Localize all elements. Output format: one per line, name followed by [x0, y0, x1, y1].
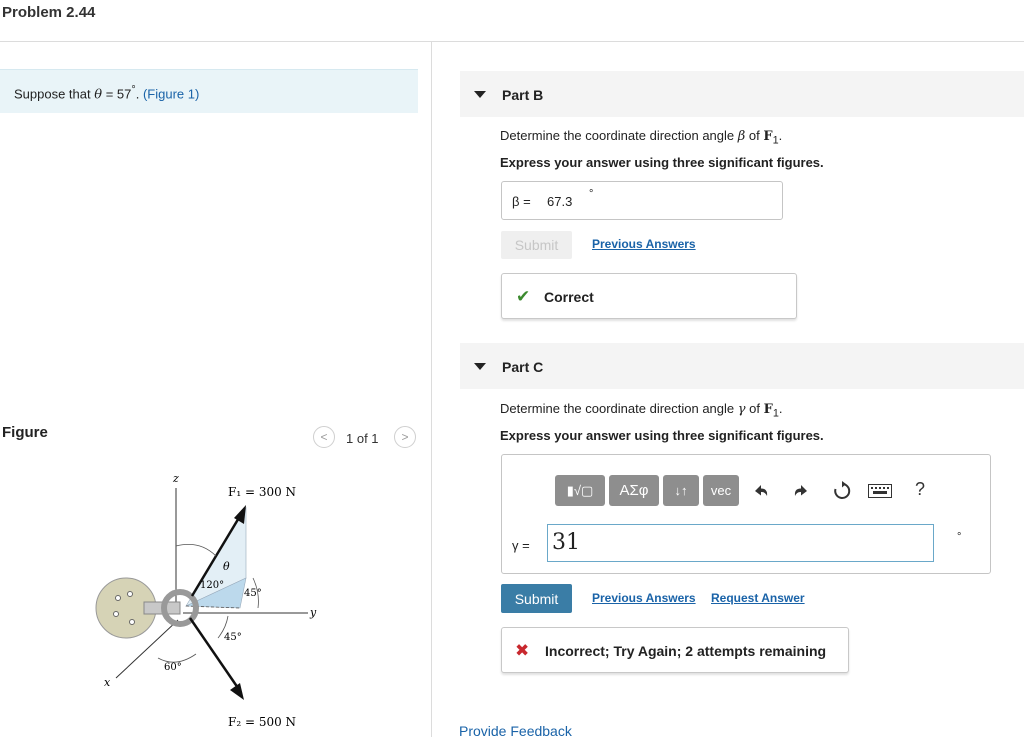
vector-button[interactable]: vec: [703, 475, 739, 506]
cross-icon: ✖: [515, 641, 530, 660]
column-divider: [431, 41, 432, 737]
part-c-question: Determine the coordinate direction angle γ of $F_1$.: [500, 401, 783, 420]
y-axis-label: y: [310, 606, 317, 619]
part-c-answer-value: 31: [552, 530, 580, 555]
part-b-question: Determine the coordinate direction angle β of $F_1$.: [500, 128, 783, 147]
prompt-text: Suppose that θ = 57°. (Figure 1): [14, 84, 200, 103]
part-c-answer-unit: °: [957, 531, 962, 543]
problem-prompt: [0, 69, 418, 113]
part-c-request-answer-link[interactable]: Request Answer: [711, 591, 805, 605]
part-b-answer-value: 67.3: [547, 194, 573, 209]
greek-symbols-button[interactable]: ΑΣφ: [609, 475, 659, 506]
figure-label: Figure: [2, 424, 48, 441]
part-b-submit-button[interactable]: Submit: [501, 231, 572, 259]
collapse-triangle-icon: [474, 363, 486, 370]
force-diagram: [88, 468, 328, 734]
x-axis-label: x: [104, 676, 111, 689]
undo-arrow-icon[interactable]: [752, 482, 770, 500]
updown-button[interactable]: [663, 475, 699, 506]
part-c-label: Part C: [502, 359, 544, 375]
part-c-answer-prefix: γ =: [512, 538, 530, 553]
angle-arc-60: [158, 654, 196, 662]
chevron-left-icon: <: [320, 430, 328, 444]
reset-icon[interactable]: [832, 481, 852, 501]
collapse-triangle-icon: [474, 91, 486, 98]
figure-count: 1 of 1: [346, 431, 379, 446]
help-button[interactable]: ?: [915, 479, 926, 499]
f1-label: F₁ = 300 N: [228, 485, 297, 499]
part-c-feedback: [501, 627, 849, 673]
chevron-right-icon: >: [401, 430, 409, 444]
angle-45-upper-label: 45°: [244, 588, 262, 599]
f2-arrow-line: [190, 618, 238, 688]
part-c-instruction: Express your answer using three significant figures.: [500, 428, 824, 443]
part-c-feedback-text: Incorrect; Try Again; 2 attempts remaining: [545, 643, 827, 659]
part-b-answer-box: [501, 181, 783, 220]
theta-label: θ: [223, 560, 230, 573]
part-b-answer-unit: °: [589, 188, 594, 200]
part-b-feedback: [501, 273, 797, 319]
part-c-previous-answers-link[interactable]: Previous Answers: [592, 591, 696, 605]
figure-next-button[interactable]: [394, 426, 416, 448]
checkmark-icon: ✔: [516, 287, 531, 306]
figure-link[interactable]: (Figure 1): [142, 86, 200, 102]
part-b-label: Part B: [502, 87, 544, 103]
angle-60-label: 60°: [164, 662, 182, 673]
part-b-feedback-text: Correct: [544, 289, 594, 305]
templates-button[interactable]: [555, 475, 605, 506]
f2-label: F₂ = 500 N: [228, 715, 297, 729]
part-b-header[interactable]: [460, 71, 1024, 117]
page-title: Problem 2.44: [2, 4, 96, 21]
part-c-answer-input[interactable]: [547, 524, 934, 562]
part-b-answer-prefix: β =: [512, 194, 531, 209]
part-b-instruction: Express your answer using three significant figures.: [500, 155, 824, 170]
keyboard-icon[interactable]: [868, 484, 892, 498]
angle-120-label: 120°: [200, 580, 225, 591]
part-c-submit-button[interactable]: Submit: [501, 584, 572, 613]
part-c-header[interactable]: [460, 343, 1024, 389]
z-axis-label: z: [173, 472, 179, 485]
header-divider: [0, 41, 1024, 42]
provide-feedback-link[interactable]: Provide Feedback: [459, 723, 572, 737]
up-down-arrows-icon: ↓↑: [674, 483, 688, 498]
angle-arc-theta: [176, 544, 216, 556]
angle-45-lower-label: 45°: [224, 632, 242, 643]
part-b-previous-answers-link[interactable]: Previous Answers: [592, 237, 696, 251]
templates-icon: ▮√▢: [566, 482, 594, 498]
math-input-panel: [501, 454, 991, 574]
f2-arrowhead: [230, 683, 244, 700]
redo-arrow-icon[interactable]: [792, 482, 810, 500]
figure-prev-button[interactable]: [313, 426, 335, 448]
